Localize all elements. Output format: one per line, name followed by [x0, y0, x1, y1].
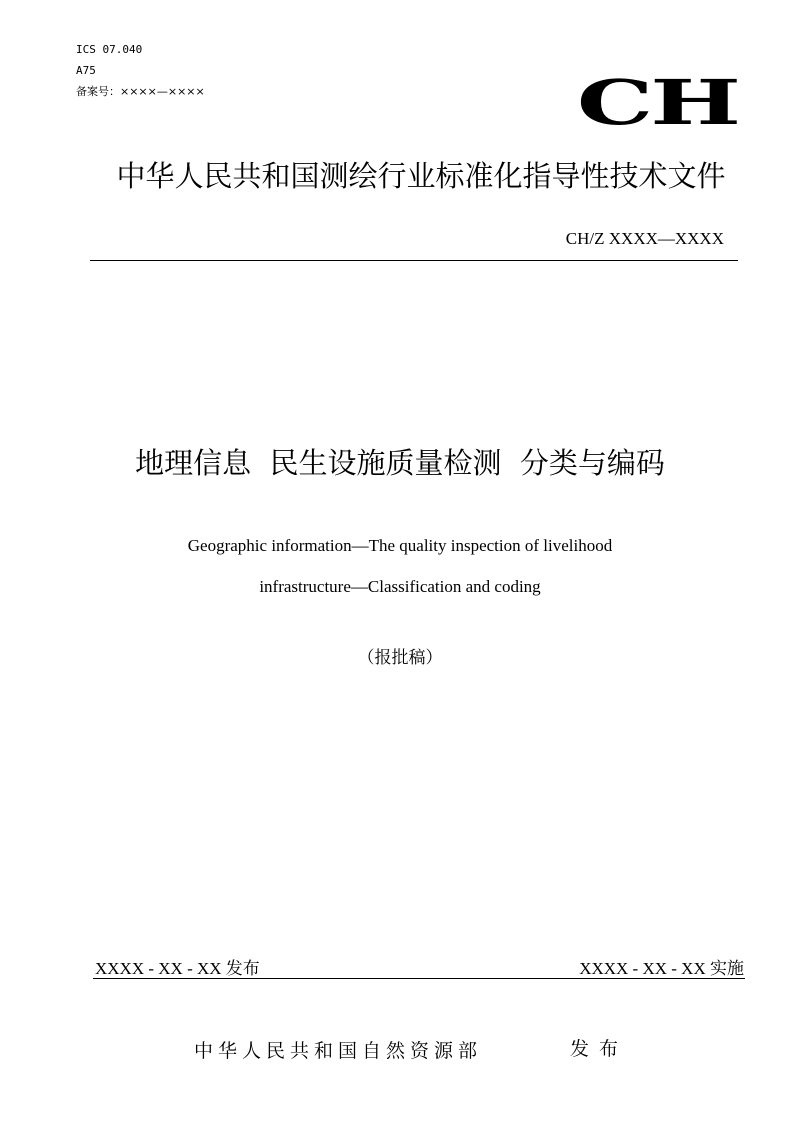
issuing-authority: 中华人民共和国自然资源部	[194, 1040, 483, 1062]
document-category: 中华人民共和国测绘行业标准化指导性技术文件	[116, 159, 726, 193]
issue-date: XXXX - XX - XX 发布	[95, 959, 260, 978]
title-english-line-2: infrastructure—Classification and coding	[259, 577, 541, 596]
title-english-line-1: Geographic information—The quality inspection of livelihood	[187, 536, 613, 555]
ch-logo: CH	[576, 66, 738, 139]
implementation-date: XXXX - XX - XX 实施	[579, 959, 744, 978]
document-number: CH/Z XXXX—XXXX	[565, 229, 724, 248]
classification-code: A75	[76, 64, 96, 77]
bottom-divider	[93, 978, 745, 979]
ics-code: ICS 07.040	[76, 43, 143, 56]
issue-label: 发布	[570, 1038, 629, 1060]
title-chinese: 地理信息 民生设施质量检测 分类与编码	[135, 446, 665, 480]
top-divider	[90, 260, 738, 261]
draft-status: （报批稿）	[357, 648, 443, 668]
record-number: 备案号：××××—××××	[76, 85, 205, 98]
